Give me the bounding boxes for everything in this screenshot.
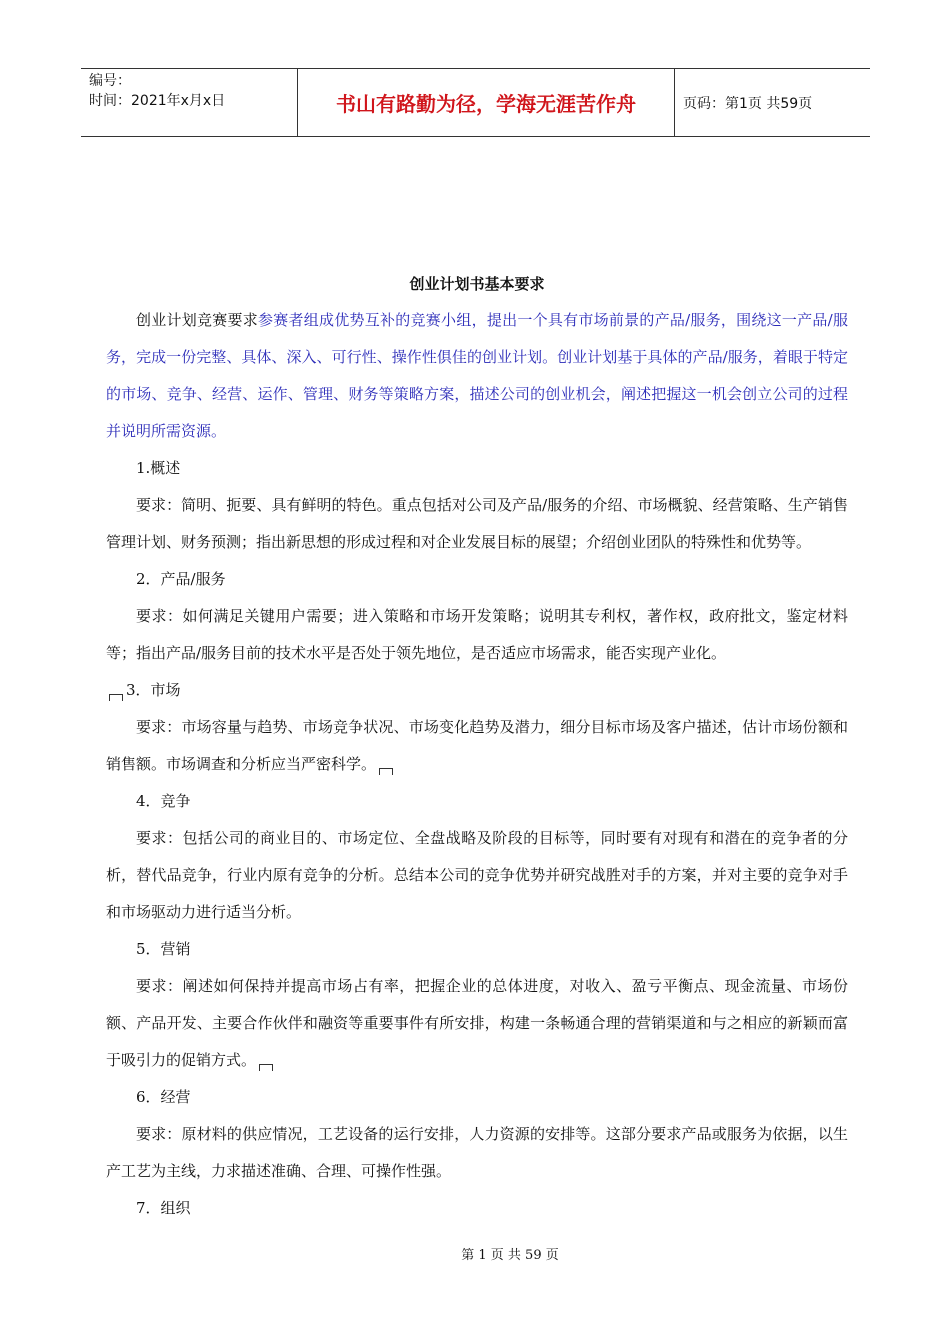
document-title: 创业计划书基本要求 <box>409 275 545 293</box>
section-5-body-line <box>106 968 848 1079</box>
edit-mark-icon <box>109 694 123 701</box>
page-footer <box>0 1244 950 1263</box>
section-3-body: 要求：市场容量与趋势、市场竞争状况、市场变化趋势及潜力，细分目标市场及客户描述，估计市场份额和销售额。市场调查和分析应当严密科学。 <box>106 718 848 773</box>
section-1-body: 要求：简明、扼要、具有鲜明的特色。重点包括对公司及产品/服务的介绍、市场概貌、经营策略、生产销售管理计划、财务预测；指出新思想的形成过程和对企业发展目标的展望；介绍创业团队的特殊性和优势等。 <box>106 496 848 551</box>
edit-mark-icon <box>379 768 393 775</box>
section-2-body: 要求：如何满足关键用户需要；进入策略和市场开发策略；说明其专利权，著作权，政府批文，鉴定材料等；指出产品/服务目前的技术水平是否处于领先地位，是否适应市场需求，能否实现产业化。 <box>106 607 848 662</box>
footer-page-number: 第 1 页 共 59 页 <box>461 1248 559 1263</box>
section-2-heading: 2．产品/服务 <box>136 570 226 588</box>
edit-mark-icon <box>259 1064 273 1071</box>
section-3-heading-line <box>106 672 848 709</box>
section-1-heading: 1.概述 <box>136 459 181 477</box>
section-7-heading: 7．组织 <box>136 1199 191 1217</box>
document-body <box>106 270 848 1227</box>
section-5-heading: 5．营销 <box>136 940 191 958</box>
section-3-body-line <box>106 709 848 783</box>
intro-paragraph <box>106 302 848 450</box>
section-6-heading: 6．经营 <box>136 1088 191 1106</box>
header-page-info: 页码：第1页 共59页 <box>683 95 813 112</box>
section-3-heading: 3．市场 <box>126 681 181 699</box>
section-4-body: 要求：包括公司的商业目的、市场定位、全盘战略及阶段的目标等，同时要有对现有和潜在的竞争者的分析，替代品竞争，行业内原有竞争的分析。总结本公司的竞争优势并研究战胜对手的方案，并对主要的竞争对手和市场驱动力进行适当分析。 <box>106 829 848 921</box>
section-4-heading: 4．竞争 <box>136 792 191 810</box>
number-label: 编号： <box>89 73 131 89</box>
time-label: 时间：2021年x月x日 <box>89 93 226 109</box>
page-header <box>81 68 870 137</box>
intro-plain-text: 创业计划竞赛要求 <box>136 311 259 329</box>
section-5-body: 要求：阐述如何保持并提高市场占有率，把握企业的总体进度，对收入、盈亏平衡点、现金流量、市场份额、产品开发、主要合作伙伴和融资等重要事件有所安排，构建一条畅通合理的营销渠道和与之相应的新颖而富于吸引力的促销方式。 <box>106 977 848 1069</box>
section-6-body: 要求：原材料的供应情况，工艺设备的运行安排，人力资源的安排等。这部分要求产品或服务为依据，以生产工艺为主线，力求描述准确、合理、可操作性强。 <box>106 1125 848 1180</box>
intro-blue-text: 参赛者组成优势互补的竞赛小组，提出一个具有市场前景的产品/服务，围绕这一产品/服务，完成一份完整、具体、深入、可行性、操作性俱佳的创业计划。创业计划基于具体的产品/服务，着眼于特定的市场、竞争、经营、运作、管理、财务等策略方案，描述公司的创业机会，阐述把握这一机会创立公司的过程并说明所需资源。 <box>106 311 848 440</box>
header-meta <box>81 69 298 136</box>
header-motto: 书山有路勤为径，学海无涯苦作舟 <box>298 69 675 136</box>
